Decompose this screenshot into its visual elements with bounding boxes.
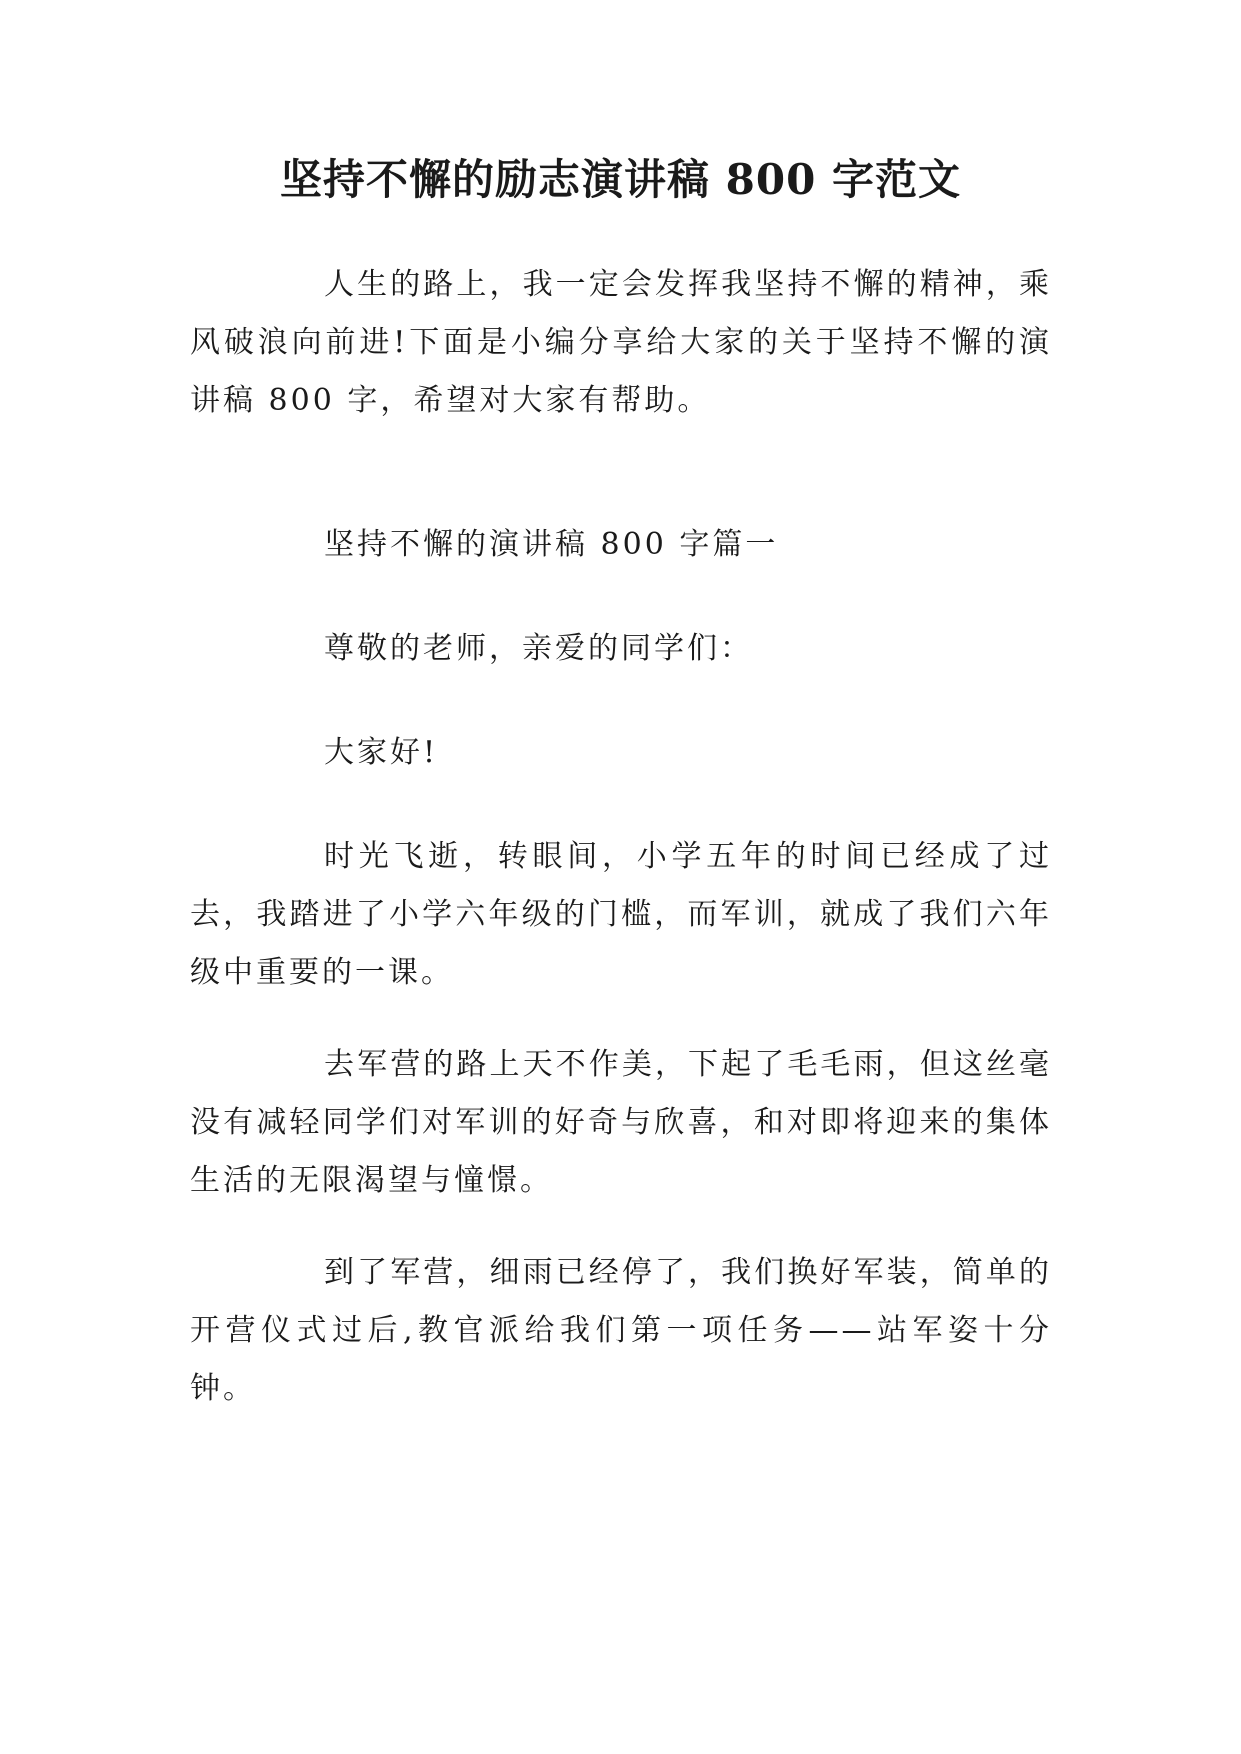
salutation: 尊敬的老师，亲爱的同学们： <box>324 631 753 666</box>
body-paragraph-1: 时光飞逝，转眼间，小学五年的时间已经成了过去，我踏进了小学六年级的门槛，而军训，就成了我们六年级中重要的一课。 <box>190 839 1052 990</box>
section-heading: 坚持不懈的演讲稿 800 字篇一 <box>324 527 779 562</box>
body-paragraph-2: 去军营的路上天不作美，下起了毛毛雨，但这丝毫没有减轻同学们对军训的好奇与欣喜，和对即将迎来的集体生活的无限渴望与憧憬。 <box>190 1047 1052 1198</box>
document-title: 坚持不懈的励志演讲稿 800 字范文 <box>280 155 961 204</box>
greeting: 大家好! <box>324 735 439 770</box>
intro-paragraph: 人生的路上，我一定会发挥我坚持不懈的精神，乘风破浪向前进!下面是小编分享给大家的关于坚持不懈的演讲稿 800 字，希望对大家有帮助。 <box>190 267 1052 418</box>
body-paragraph-3: 到了军营，细雨已经停了，我们换好军装，简单的开营仪式过后,教官派给我们第一项任务——站军姿十分钟。 <box>190 1255 1052 1406</box>
